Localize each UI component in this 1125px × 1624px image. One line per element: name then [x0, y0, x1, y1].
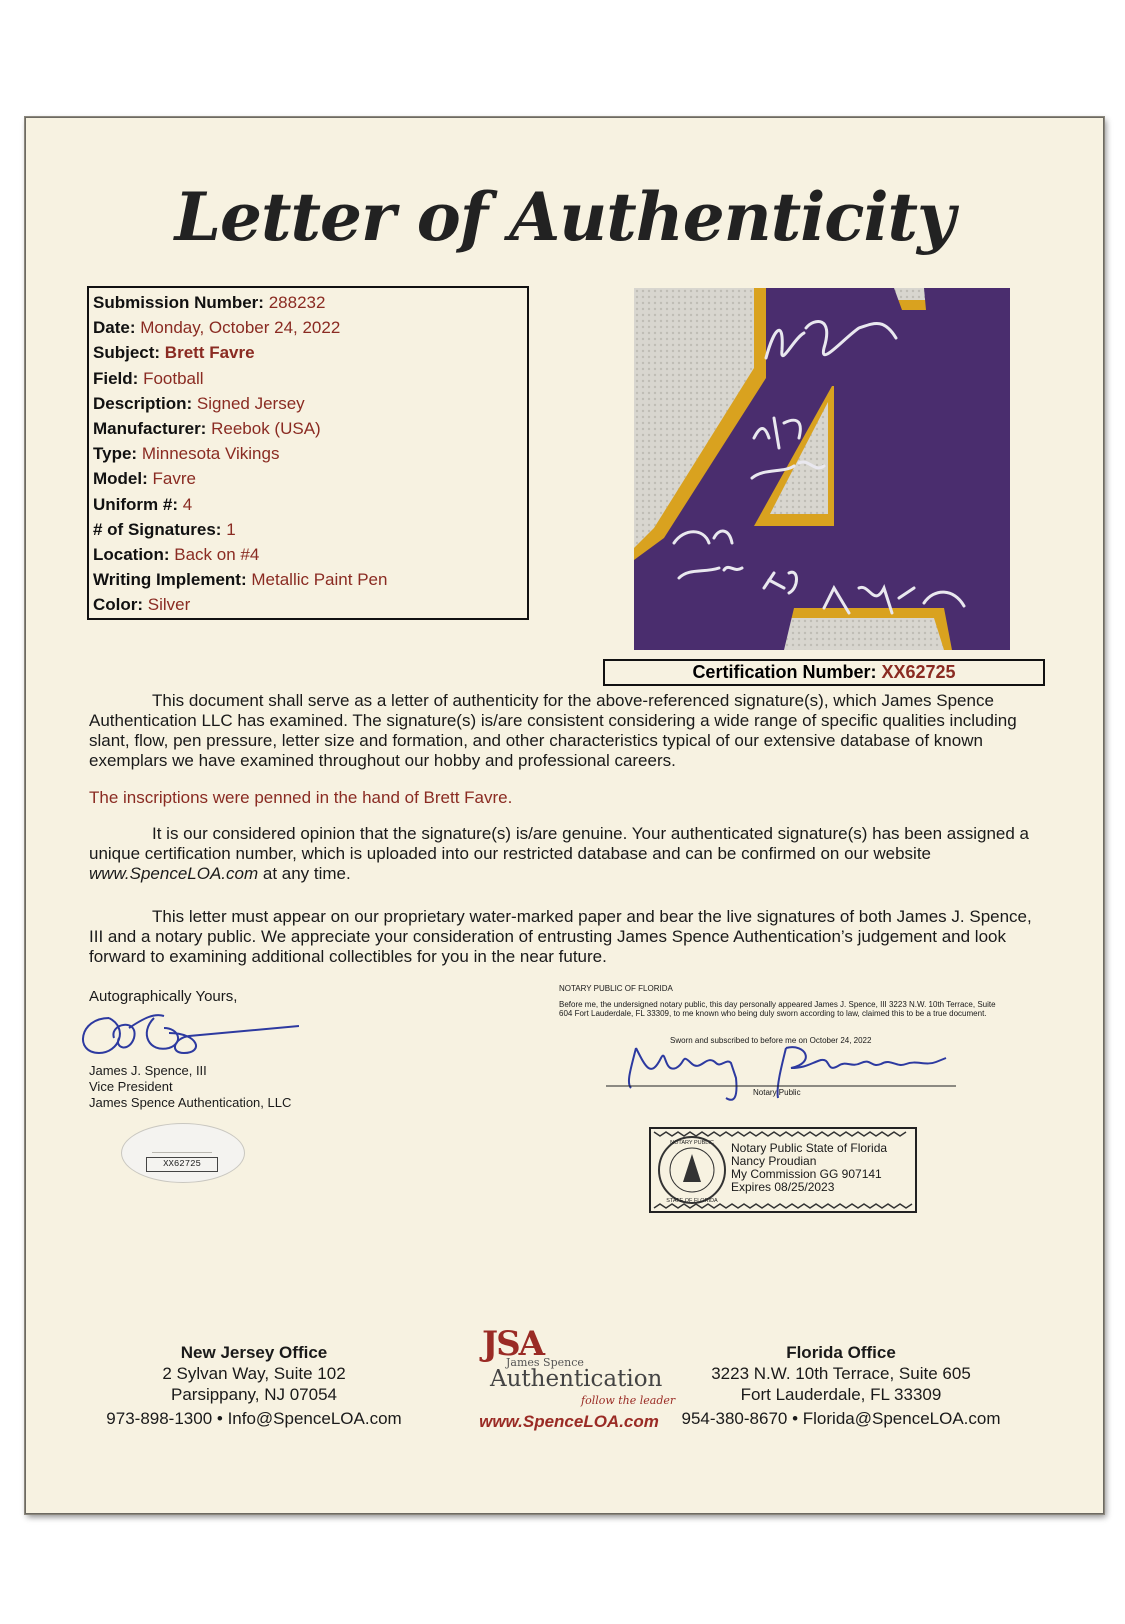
spence-signature: [69, 998, 299, 1063]
detail-label: Location:: [93, 545, 170, 565]
certification-value: XX62725: [881, 662, 956, 682]
jersey-photo: [634, 288, 1010, 650]
letter-title: Letter of Authenticity: [174, 178, 955, 256]
detail-label: Field:: [93, 368, 139, 388]
seal-line-2: Nancy Proudian: [731, 1154, 817, 1168]
nj-office-address-2: Parsippany, NJ 07054: [170, 1385, 337, 1404]
watermark-paragraph: [89, 907, 1049, 967]
detail-row: [93, 416, 523, 441]
detail-value: Favre: [152, 469, 196, 489]
notary-seal-text: [731, 1142, 887, 1194]
opinion-text-end: at any time.: [258, 864, 351, 883]
jsa-authentication: Authentication: [490, 1366, 663, 1392]
opinion-text: It is our considered opinion that the signature(s) is/are genuine. Your authenticated signature(s) has been assigned a unique certification number, which is uploaded into our restricted database and can be confirmed on our website: [89, 824, 1030, 863]
signer-name: James J. Spence, III: [89, 1063, 207, 1078]
authenticity-text: This document shall serve as a letter of authenticity for the above-referenced signature(s), which James Spence Authentication LLC has examined. The signature(s) is/are consistent considering a wide range of specific qualities including slant, flow, pen pressure, letter size and formation, and other characteristics typical of our extensive database of known exemplars we have examined throughout our hobby and professional careers.: [89, 691, 1017, 770]
notary-heading: NOTARY PUBLIC OF FLORIDA: [559, 984, 673, 993]
fl-office-address-1: 3223 N.W. 10th Terrace, Suite 605: [711, 1364, 971, 1383]
signoff-block: [89, 988, 292, 1169]
notary-line-label: Notary Public: [753, 1088, 801, 1097]
detail-row: [93, 441, 523, 466]
detail-label: Model:: [93, 469, 148, 489]
detail-row: [93, 492, 523, 517]
seal-line-1: Notary Public State of Florida: [731, 1141, 888, 1155]
detail-row: [93, 340, 523, 365]
detail-row: [93, 567, 523, 592]
detail-row: [93, 592, 523, 617]
watermark-text: This letter must appear on our proprietary water-marked paper and bear the live signatures of both James J. Spence, III and a notary public. We appreciate your consideration of entrusting James Spence Authentication’s judgement and look forward to examining additional collectibles for you in the near future.: [89, 907, 1032, 966]
certification-number-box: [603, 659, 1045, 686]
jsa-website[interactable]: www.SpenceLOA.com: [479, 1412, 659, 1431]
nj-office-contact: 973-898-1300 • Info@SpenceLOA.com: [106, 1409, 402, 1428]
detail-row: [93, 315, 523, 340]
jsa-logo: [446, 1324, 692, 1434]
detail-label: Color:: [93, 595, 144, 615]
fl-office: [666, 1342, 1016, 1429]
detail-value: Reebok (USA): [211, 419, 321, 439]
notary-statement: Before me, the undersigned notary public, this day personally appeared James J. Spence, III 3223 N.W. 10th Terrace, Suite 604 Fort Lauderdale, FL 33309, to me known who being duly sworn according to law, claimed this to be a true document.: [559, 1000, 996, 1018]
jersey-number-image: [634, 288, 1010, 650]
detail-value: Minnesota Vikings: [141, 444, 280, 464]
detail-row: [93, 542, 523, 567]
detail-value: Back on #4: [174, 545, 260, 565]
signer-info: [89, 1063, 291, 1111]
detail-value: Brett Favre: [164, 343, 255, 363]
detail-label: Subject:: [93, 343, 161, 363]
detail-label: # of Signatures:: [93, 519, 222, 539]
fl-office-address-2: Fort Lauderdale, FL 33309: [740, 1385, 942, 1404]
detail-row: [93, 466, 523, 491]
fl-office-heading: Florida Office: [786, 1343, 896, 1362]
detail-label: Manufacturer:: [93, 419, 207, 439]
detail-row: [93, 290, 523, 315]
nj-office-heading: New Jersey Office: [180, 1343, 328, 1362]
nj-office: [104, 1342, 404, 1429]
detail-label: Writing Implement:: [93, 570, 247, 590]
notary-sworn: Sworn and subscribed to before me on October 24, 2022: [670, 1036, 872, 1045]
hologram-logo: [152, 1138, 212, 1153]
jsa-letters: JSA: [482, 1324, 544, 1364]
detail-value: 288232: [268, 293, 326, 312]
detail-value: 1: [226, 519, 236, 539]
seal-line-4: Expires 08/25/2023: [731, 1180, 835, 1194]
signer-role: Vice President: [89, 1079, 173, 1094]
inscription-statement: The inscriptions were penned in the hand of Brett Favre.: [89, 788, 513, 807]
detail-row: [93, 366, 523, 391]
detail-value: Silver: [147, 595, 191, 615]
signer-company: James Spence Authentication, LLC: [89, 1095, 292, 1110]
submission-details-box: [87, 286, 529, 620]
authenticity-paragraph: [89, 691, 1049, 771]
detail-row: [93, 391, 523, 416]
closing-text: Autographically Yours,: [89, 988, 238, 1005]
jsa-tagline: follow the leader: [581, 1394, 676, 1407]
notary-signature: [606, 1038, 956, 1108]
detail-label: Submission Number:: [93, 293, 264, 312]
certification-label: Certification Number:: [692, 662, 877, 682]
website-link[interactable]: www.SpenceLOA.com: [89, 864, 259, 883]
opinion-paragraph: [89, 824, 1049, 884]
detail-label: Uniform #:: [93, 494, 178, 514]
jsa-subtitle: James Spence: [506, 1356, 584, 1369]
detail-label: Type:: [93, 444, 138, 464]
nj-office-address-1: 2 Sylvan Way, Suite 102: [162, 1364, 346, 1383]
detail-label: Description:: [93, 393, 193, 413]
seal-ring-text: NOTARY PUBLIC: [670, 1140, 714, 1146]
hologram-number: XX62725: [146, 1157, 218, 1172]
fl-office-contact: 954-380-8670 • Florida@SpenceLOA.com: [681, 1409, 1001, 1428]
detail-value: Football: [143, 368, 204, 388]
detail-value: Monday, October 24, 2022: [140, 318, 341, 338]
detail-label: Date:: [93, 318, 136, 338]
letter-page: [25, 117, 1104, 1514]
detail-row: [93, 517, 523, 542]
svg-text:STATE OF FLORIDA: STATE OF FLORIDA: [666, 1198, 718, 1204]
detail-value: 4: [182, 494, 193, 514]
jsa-hologram-sticker: [121, 1123, 245, 1183]
detail-value: Signed Jersey: [196, 393, 305, 413]
detail-value: Metallic Paint Pen: [251, 570, 388, 590]
seal-line-3: My Commission GG 907141: [731, 1167, 882, 1181]
